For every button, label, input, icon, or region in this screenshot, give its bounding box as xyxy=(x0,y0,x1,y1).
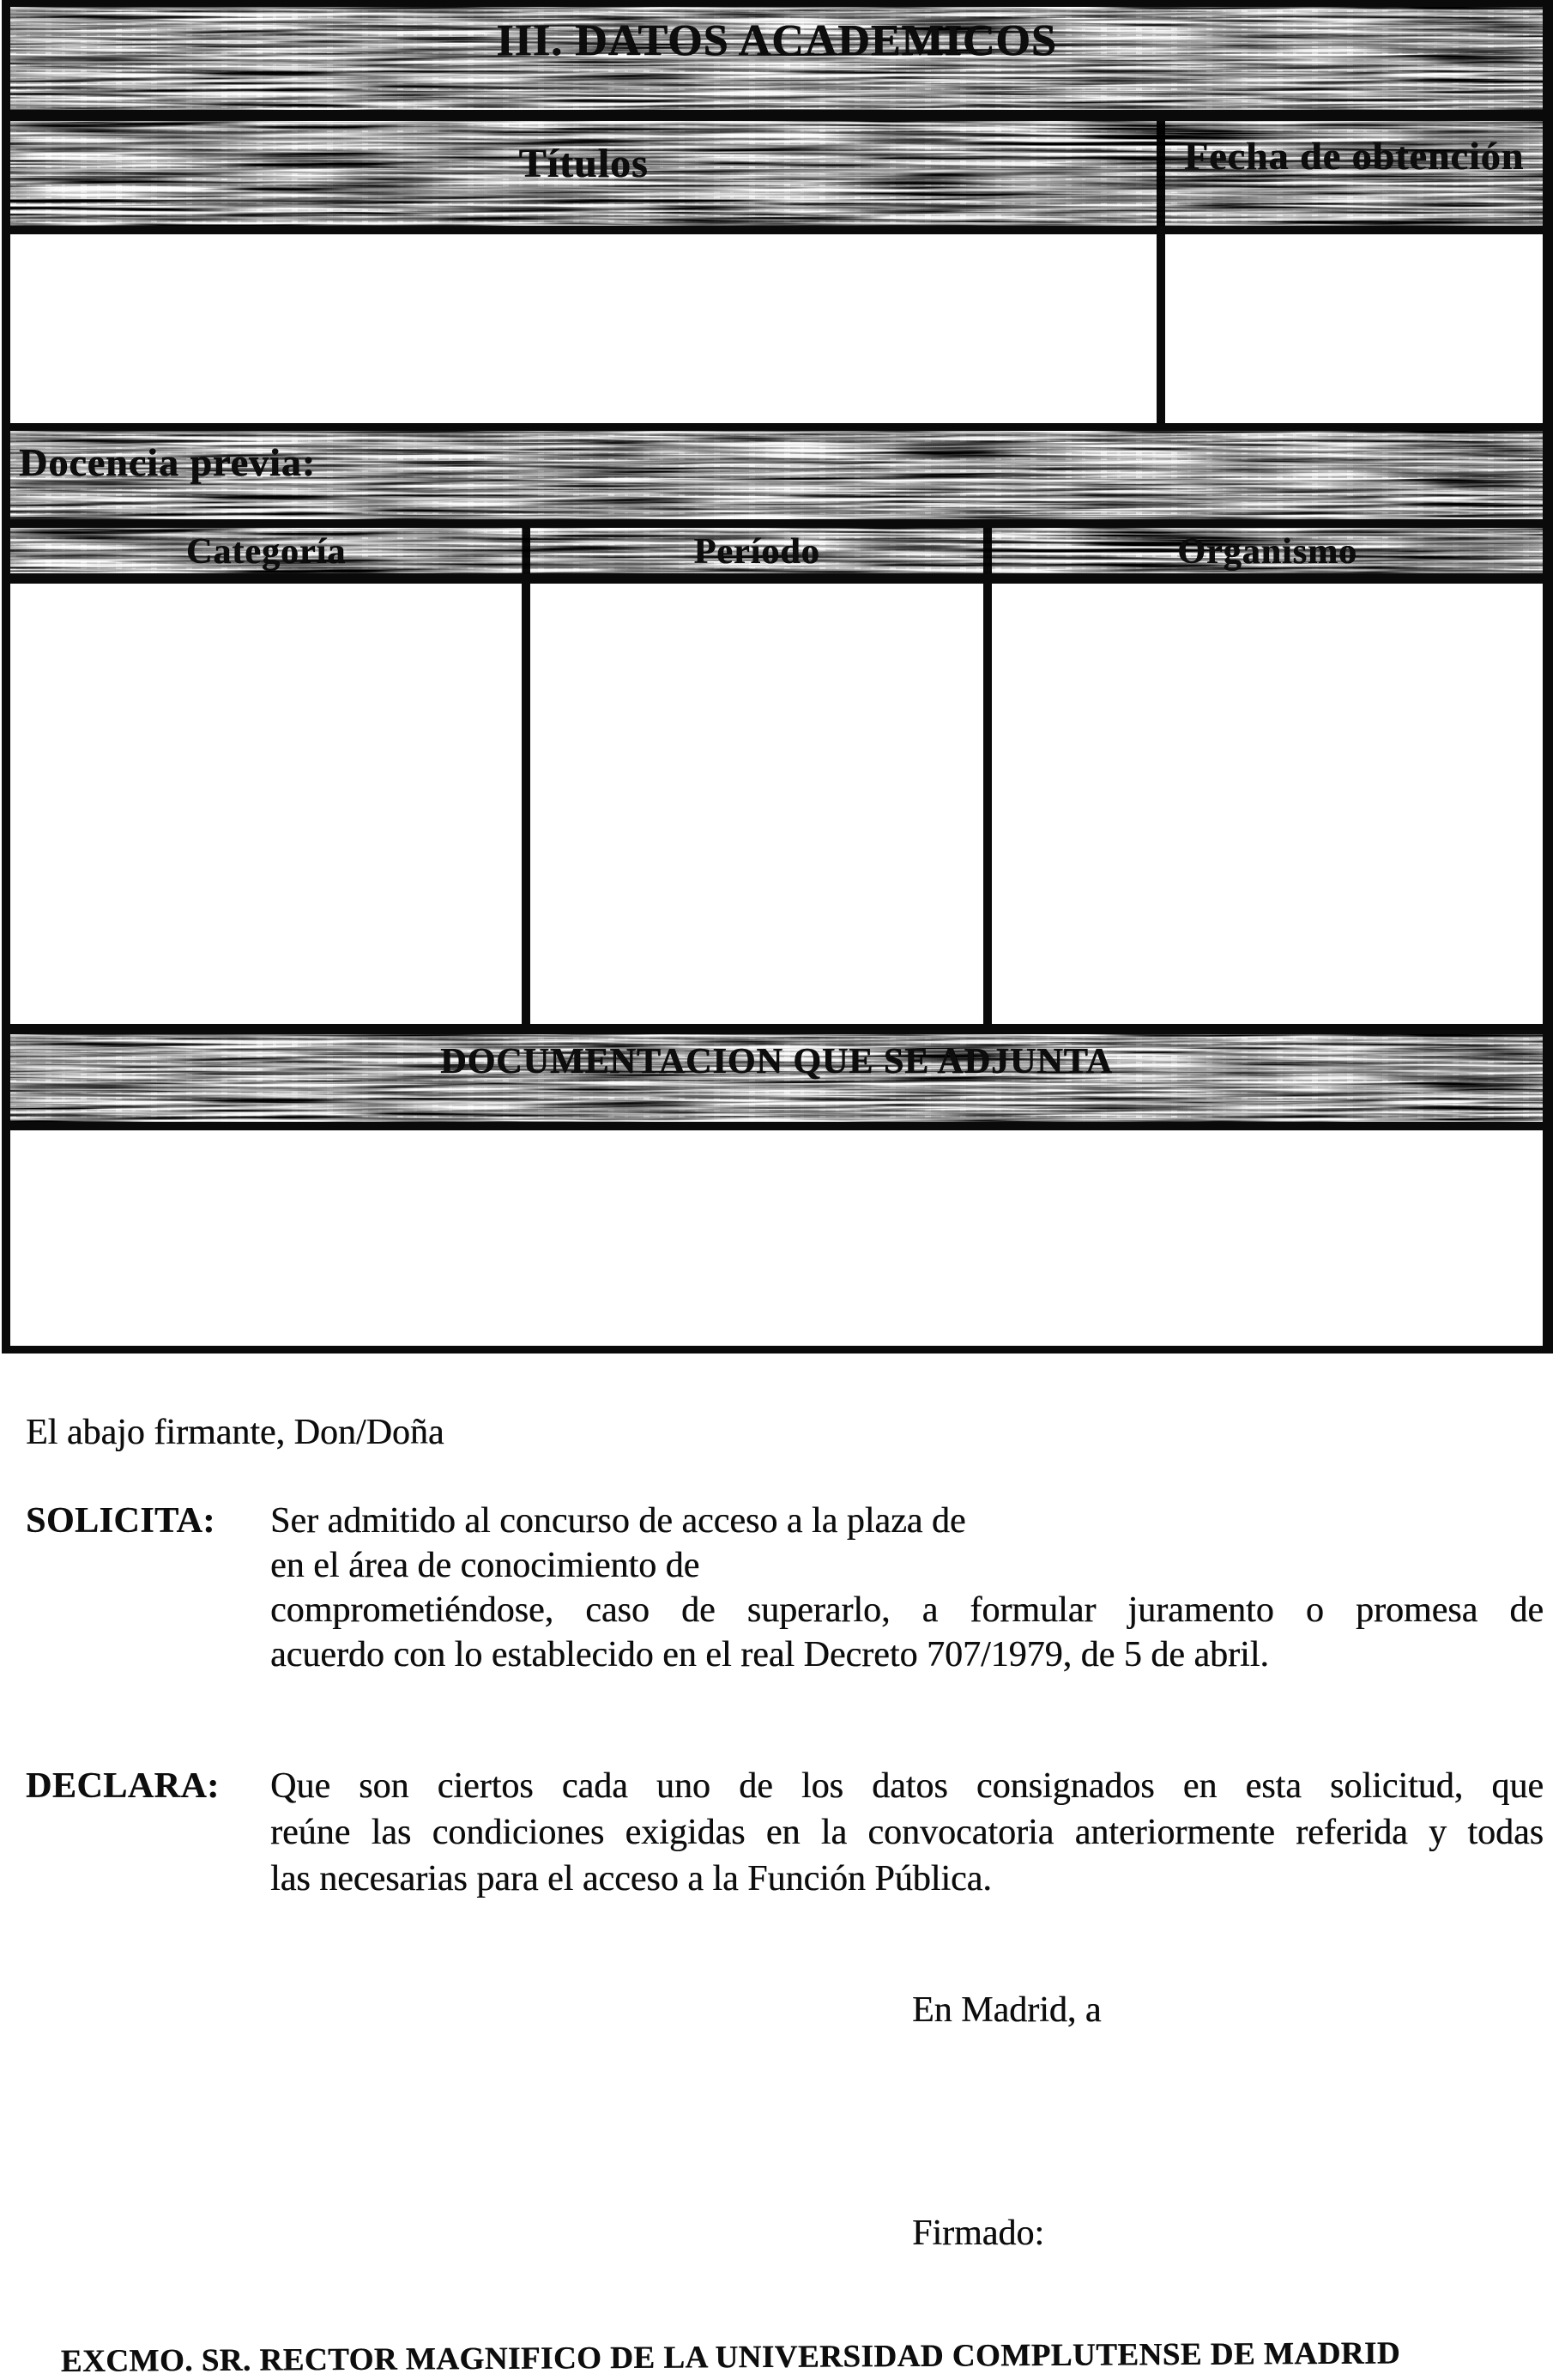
column-header-organismo: Organismo xyxy=(1177,532,1357,572)
form-border-top xyxy=(2,0,1553,7)
footer-addressee-line: EXCMO. SR. RECTOR MAGNIFICO DE LA UNIVERSIDAD COMPLUTENSE DE MADRID xyxy=(60,2335,1401,2379)
form-border-right xyxy=(1543,0,1553,1354)
rule-under-section-title xyxy=(10,110,1543,121)
declara-label: DECLARA: xyxy=(26,1766,220,1806)
declara-line-2: reúne las condiciones exigidas en la convocatoria anteriormente referida y todas xyxy=(270,1813,1544,1852)
place-date-line: En Madrid, a xyxy=(912,1990,1102,2030)
documentacion-band xyxy=(10,1034,1543,1122)
solicita-line-4: acuerdo con lo establecido en el real Decreto 707/1979, de 5 de abril. xyxy=(270,1635,1269,1674)
docencia-previa-label: Docencia previa: xyxy=(19,440,317,484)
column-header-fecha-obtencion: Fecha de obtención xyxy=(1183,134,1525,178)
form-border-bottom xyxy=(2,1346,1553,1354)
declara-line-3: las necesarias para el acceso a la Función Pública. xyxy=(270,1859,992,1899)
fecha-obtencion-input-cell[interactable] xyxy=(1167,236,1541,421)
form-border-left xyxy=(2,0,10,1354)
documentacion-input-box[interactable] xyxy=(12,1132,1541,1344)
declara-line-1: Que son ciertos cada uno de los datos consignados en esta solicitud, que xyxy=(270,1766,1544,1806)
column-header-titulos: Títulos xyxy=(518,141,649,186)
divider-periodo-organismo xyxy=(983,528,992,1024)
documentacion-title: DOCUMENTACION QUE SE ADJUNTA xyxy=(440,1042,1113,1081)
rule-under-documentacion xyxy=(10,1122,1543,1130)
rule-above-docencia xyxy=(10,423,1543,431)
section-title-band xyxy=(10,7,1543,110)
signed-label: Firmado: xyxy=(912,2213,1044,2253)
divider-categoria-periodo xyxy=(522,528,530,1024)
solicita-label: SOLICITA: xyxy=(26,1501,215,1541)
rule-above-documentacion xyxy=(10,1024,1543,1034)
categoria-input-cell[interactable] xyxy=(12,585,520,1022)
solicita-line-1: Ser admitido al concurso de acceso a la plaza de xyxy=(270,1501,966,1541)
solicita-line-2: en el área de conocimiento de xyxy=(270,1546,700,1585)
rule-under-docencia xyxy=(10,519,1543,528)
periodo-input-cell[interactable] xyxy=(532,585,982,1022)
titles-header-band xyxy=(10,121,1543,226)
intro-line: El abajo firmante, Don/Doña xyxy=(26,1413,444,1452)
rule-under-titles-header xyxy=(10,226,1543,234)
docencia-previa-band xyxy=(10,431,1543,519)
column-header-categoria: Categoría xyxy=(185,532,347,572)
titulos-input-cell[interactable] xyxy=(12,236,1155,421)
section-title: III. DATOS ACADEMICOS xyxy=(496,16,1057,65)
column-header-periodo: Período xyxy=(693,532,820,572)
solicita-line-3: comprometiéndose, caso de superarlo, a formular juramento o promesa de xyxy=(270,1590,1544,1630)
rule-under-columns-header xyxy=(10,573,1543,584)
columns-header-band xyxy=(10,528,1543,573)
organismo-input-cell[interactable] xyxy=(994,585,1541,1022)
